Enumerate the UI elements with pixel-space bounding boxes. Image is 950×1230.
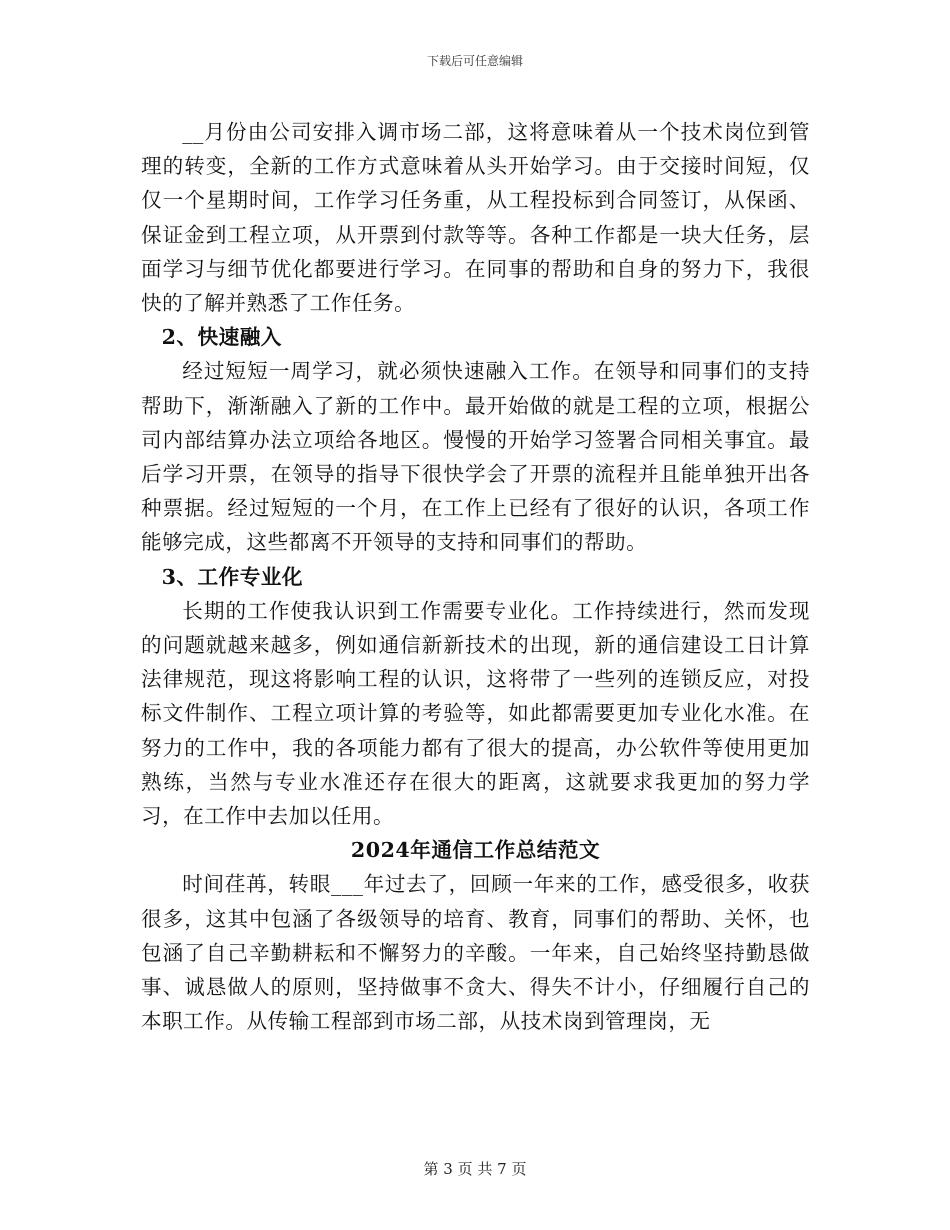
paragraph-professionalization: 长期的工作使我认识到工作需要专业化。工作持续进行，然而发现的问题就越来越多，例如通信新新技术的出现，新的通信建设工日计算法律规范，现这将影响工程的认识，这将带了一些列的连锁反应，对投标文件制作、工程立项计算的考验等，如此都需要更加专业化水准。在努力的工作中，我的各项能力都有了很大的提高，办公软件等使用更加熟练，当然与专业水准还存在很大的距离，这就要求我更加的努力学习，在工作中去加以任用。: [141, 598, 810, 829]
document-body: [141, 115, 810, 1038]
paragraph-summary-opening: 时间荏苒，转眼___年过去了，回顾一年来的工作，感受很多，收获很多，这其中包涵了各级领导的培育、教育，同事们的帮助、关怀，也包涵了自己辛勤耕耘和不懈努力的辛酸。一年来，自己始终坚持勤恳做事、诚恳做人的原则，坚持做事不贪大、得失不计小，仔细履行自己的本职工作。从传输工程部到市场二部，从技术岗到管理岗，无: [141, 872, 810, 1034]
section-heading-professionalization: 3、工作专业化: [161, 564, 303, 589]
page-header: 下载后可任意编辑: [426, 54, 523, 68]
paragraph-quick-integration: 经过短短一周学习，就必须快速融入工作。在领导和同事们的支持帮助下，渐渐融入了新的工作中。最开始做的就是工程的立项，根据公司内部结算办法立项给各地区。慢慢的开始学习签署合同相关事宜。最后学习开票，在领导的指导下很快学会了开票的流程并且能单独开出各种票据。经过短短的一个月，在工作上已经有了很好的认识，各项工作能够完成，这些都离不开领导的支持和同事们的帮助。: [141, 359, 810, 555]
article-title: 2024年通信工作总结范文: [350, 838, 601, 863]
paragraph-intro: __月份由公司安排入调市场二部，这将意味着从一个技术岗位到管理的转变，全新的工作方式意味着从头开始学习。由于交接时间短，仅仅一个星期时间，工作学习任务重，从工程投标到合同签订，从保函、保证金到工程立项，从开票到付款等等。各种工作都是一块大任务，层面学习与细节优化都要进行学习。在同事的帮助和自身的努力下，我很快的了解并熟悉了工作任务。: [141, 120, 810, 316]
section-heading-quick-integration: 2、快速融入: [161, 325, 282, 350]
page-footer: 第 3 页 共 7 页: [423, 1160, 527, 1178]
